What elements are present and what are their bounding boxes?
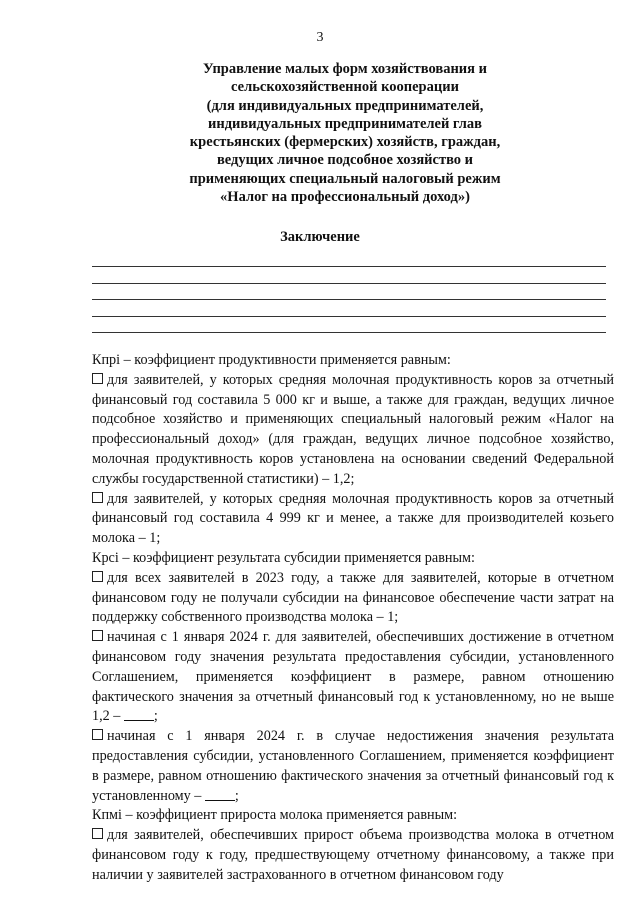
conclusion-blank-lines [92,266,606,349]
checkbox-icon[interactable] [92,492,103,503]
header-line: «Налог на профессиональный доход») [220,189,470,206]
option-text: для заявителей, у которых средняя молочная продуктивность коров за отчетный финансовый год составила 5 000 кг и выше, а также для граждан, ведущих личное подсобное хозяйство и применяющих специальный налоговый режим «Налог на профессиональный доход» (для граждан, ведущих личное подсобное хозяйство, молочная продуктивность коров установлена на основании сведений Федеральной службы государственной статистики) – 1,2; [92,371,614,487]
blank-line [92,332,606,333]
conclusion-title: Заключение [280,229,360,245]
checkbox-icon[interactable] [92,828,103,839]
option-text: для заявителей, обеспечивших прирост объема производства молока в отчетном финансовом году к году, предшествующему отчетному финансовому, а также при наличии у заявителей застрахованного в отчетном финансовом году [92,827,614,883]
header-line: Управление малых форм хозяйствования и [203,61,487,77]
blank-line [92,266,606,267]
krs-option-1 [92,569,614,628]
header-line: (для индивидуальных предпринимателей, [206,97,484,114]
page-number: 3 [316,30,324,45]
kpm-option-1 [92,826,614,885]
option-text: начиная с 1 января 2024 г. в случае недостижения значения результата предоставления субсидии, установленного Соглашением, применяется коэффициент в размере, равном отношению фактического значения за отчетный финансовый год к установленному – [92,728,614,804]
blank-fill-field[interactable] [124,708,154,721]
header-line: индивидуальных предпринимателей глав [207,115,482,132]
krs-option-2 [92,628,614,727]
document-header [140,60,550,206]
header-line: ведущих личное подсобное хозяйство и [216,152,474,169]
blank-fill-field[interactable] [205,788,235,801]
krs-heading: Крсi – коэффициент результата субсидии применяется равным: [92,549,475,566]
checkbox-icon[interactable] [92,630,103,641]
kpr-option-1 [92,371,614,490]
kpr-heading: Кпрi – коэффициент продуктивности применяется равным: [92,352,451,368]
kpm-heading: Кпмi – коэффициент прироста молока применяется равным: [92,807,458,824]
header-line: сельскохозяйственной кооперации [231,79,459,96]
header-line: применяющих специальный налоговый режим [189,170,501,187]
option-text: начиная с 1 января 2024 г. для заявителей, обеспечивших достижение в отчетном финансовом году значения результата предоставления субсидии, установленного Соглашением, применяется коэффициент в размере, равном отношению фактического значения за отчетный финансовый год к установленному, но не выше 1,2 – [92,629,614,725]
checkbox-icon[interactable] [92,729,103,740]
blank-line [92,283,606,284]
semicolon: ; [234,787,239,804]
coefficients-section [92,351,614,886]
semicolon: ; [153,708,158,725]
option-text: для заявителей, у которых средняя молочная продуктивность коров за отчетный финансовый год составила 4 999 кг и менее, а также для производителей козьего молока – 1; [92,490,614,547]
blank-line [92,299,606,300]
kpr-option-2 [92,490,614,549]
checkbox-icon[interactable] [92,373,103,384]
checkbox-icon[interactable] [92,571,103,582]
blank-line [92,316,606,317]
krs-option-3 [92,727,614,806]
option-text: для всех заявителей в 2023 году, а также для заявителей, которые в отчетном финансовом году не получали субсидии на финансовое обеспечение части затрат на поддержку собственного производства молока – 1; [92,569,614,626]
header-line: крестьянских (фермерских) хозяйств, граждан, [189,134,501,151]
